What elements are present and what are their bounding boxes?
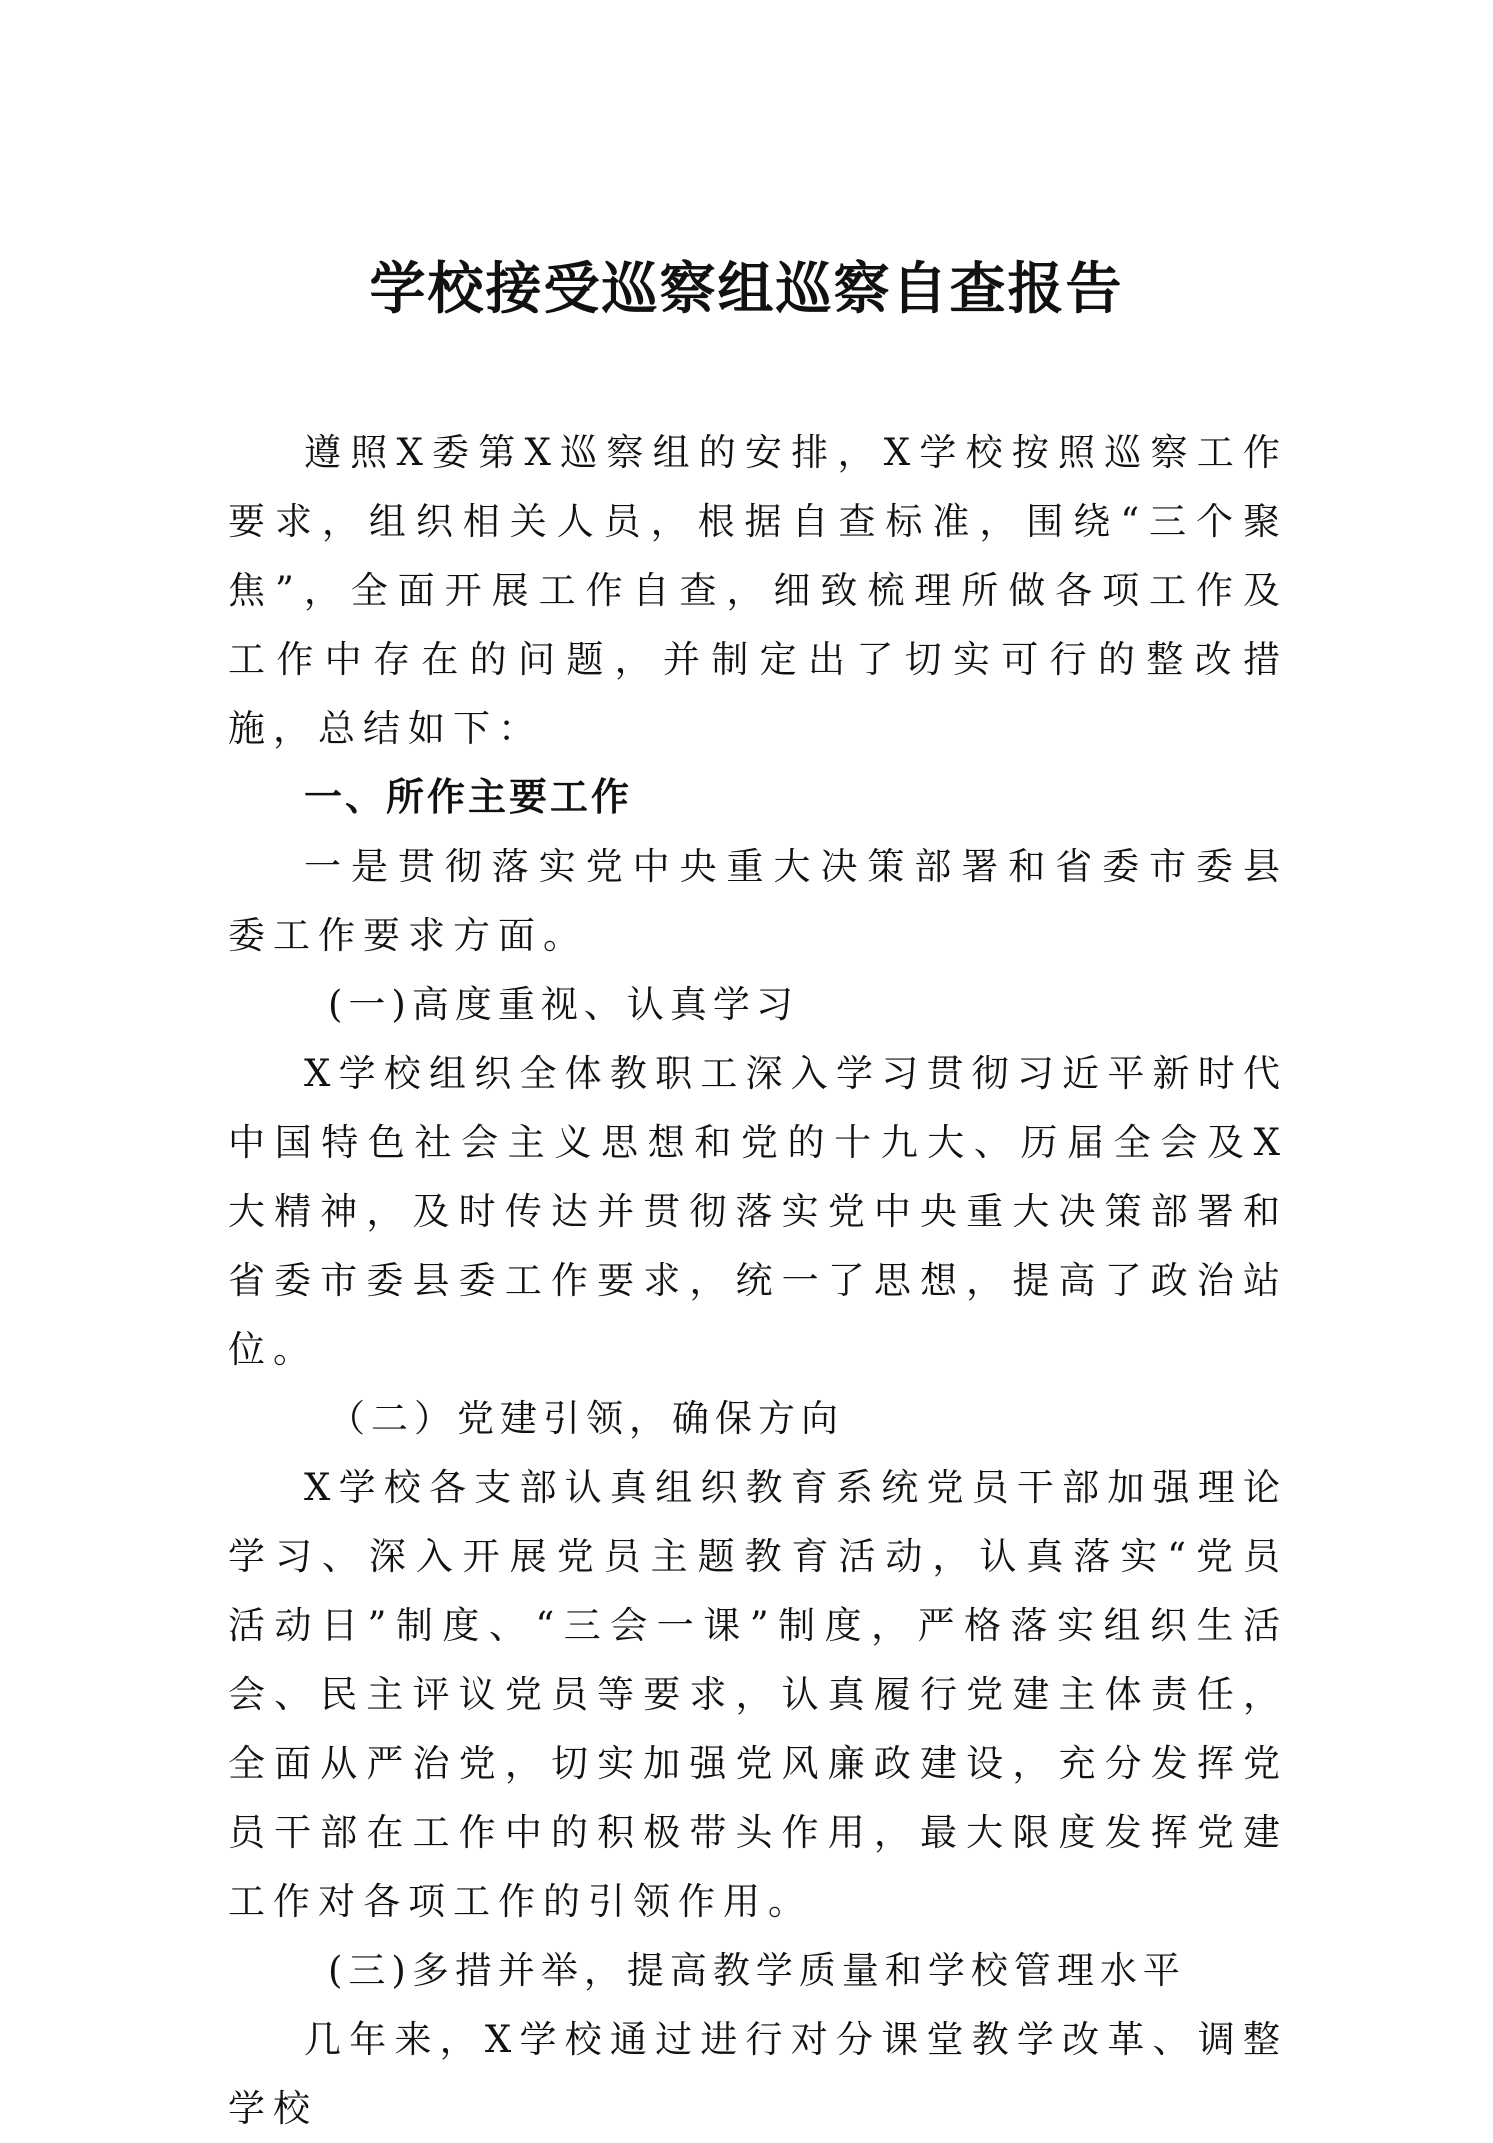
section-lead-paragraph: 一是贯彻落实党中央重大决策部署和省委市委县委工作要求方面。 [228,845,1288,957]
document-title: 学校接受巡察组巡察自查报告 [369,257,1124,322]
subsection-2-paragraph: X学校各支部认真组织教育系统党员干部加强理论学习、深入开展党员主题教育活动，认真落实“党员活动日”制度、“三会一课”制度，严格落实组织生活会、民主评议党员等要求，认真履行党建主体责任，全面从严治党，切实加强党风廉政建设，充分发挥党员干部在工作中的积极带头作用，最大限度发挥党建工作对各项工作的引领作用。 [228,1466,1288,1923]
document-body [228,418,1288,2143]
subsection-3-paragraph: 几年来，X学校通过进行对分课堂教学改革、调整学校 [228,2018,1288,2130]
subsection-heading-1: (一)高度重视、认真学习 [328,983,799,1026]
section-heading-main-work: 一、所作主要工作 [304,775,633,819]
intro-paragraph: 遵照X委第X巡察组的安排，X学校按照巡察工作要求，组织相关人员，根据自查标准，围绕“三个聚焦”，全面开展工作自查，细致梳理所做各项工作及工作中存在的问题，并制定出了切实可行的整改措施，总结如下： [228,431,1288,750]
subsection-heading-2: （二）党建引领，确保方向 [328,1397,844,1440]
subsection-heading-3: (三)多措并举，提高教学质量和学校管理水平 [328,1949,1186,1992]
subsection-1-paragraph: X学校组织全体教职工深入学习贯彻习近平新时代中国特色社会主义思想和党的十九大、历届全会及X大精神，及时传达并贯彻落实党中央重大决策部署和省委市委县委工作要求，统一了思想，提高了政治站位。 [228,1052,1288,1371]
